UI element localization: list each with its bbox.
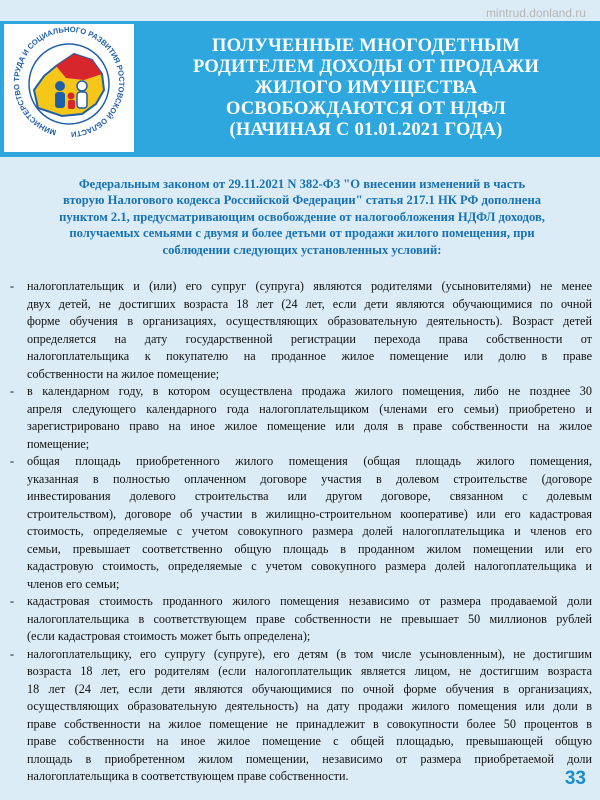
condition-line: кадастровую стоимость, определяемые с учетом совокупного размера долей налогоплательщика и — [27, 559, 592, 573]
intro-line: соблюдении следующих установленных условий: — [162, 242, 442, 257]
condition-item-purchase-deadline — [10, 383, 592, 453]
condition-line: зарегистрировано право на иное жилое помещение или доля в праве собственности на жилое — [27, 419, 592, 433]
condition-line: в календарном году, в котором осуществлена продажа жилого помещения, либо не позднее 30 — [27, 384, 592, 398]
condition-line: форме обучения в организациях, осуществляющих образовательную деятельность). Возраст детей — [27, 314, 592, 328]
condition-line: двух детей, не достигших возраста 18 лет (24 лет, если дети являются обучающимися по очной — [27, 296, 592, 311]
condition-line: кадастровая стоимость проданного жилого помещения независимо от размера продаваемой доли — [27, 594, 592, 608]
intro-line: пунктом 2.1, предусматривающим освобождение от налогообложения НДФЛ доходов, — [59, 209, 545, 224]
title-line: ПОЛУЧЕННЫЕ МНОГОДЕТНЫМ — [212, 36, 520, 56]
intro-line: Федеральным законом от 29.11.2021 N 382-ФЗ "О внесении изменений в часть — [78, 177, 526, 191]
bullet-dash: - — [10, 384, 15, 398]
svg-text:МИНИСТЕРСТВО ТРУДА И СОЦИАЛЬНО: МИНИСТЕРСТВО ТРУДА И СОЦИАЛЬНОГО РАЗВИТИЯ РОСТОВСКОЙ ОБЛАСТИ — [12, 24, 127, 140]
title-line: (НАЧИНАЯ С 01.01.2021 ГОДА) — [229, 120, 503, 140]
condition-line: налогоплательщик и (или) его супруг (супруга) являются родителями (усыновителями) не менее — [27, 279, 592, 293]
condition-item-cadastral-value — [10, 593, 592, 646]
condition-line: членов его семьи; — [27, 576, 120, 591]
condition-line: (если кадастровая стоимость может быть определена); — [27, 629, 311, 643]
condition-line: осуществляющих образовательную деятельность) на дату продажи жилого помещения или доли в — [27, 699, 592, 713]
condition-line: определяется на дату государственной регистрации перехода права собственности от — [27, 331, 592, 346]
condition-line: семьи, превышает соответственно общую площадь в проданном жилом помещении или его — [27, 541, 592, 556]
condition-line: инвестирования долевого строительства или другом договоре, связанном с долевым — [27, 489, 592, 503]
condition-line: помещение; — [27, 436, 90, 451]
intro-paragraph — [22, 176, 582, 258]
condition-item-ownership — [10, 646, 592, 786]
condition-line: налогоплательщику, его супругу (супруге), его детям (в том числе усыновленным), не достигшим — [27, 646, 592, 661]
bullet-dash: - — [10, 454, 15, 468]
condition-line: налогоплательщика в соответствующем праве собственности. — [27, 769, 349, 783]
site-url: mintrud.donland.ru — [485, 6, 586, 20]
condition-line: стоимость, определяемые с учетом совокупного размера долей налогоплательщика и членов его — [27, 524, 592, 538]
conditions-list — [10, 278, 592, 786]
condition-line: общая площадь приобретенного жилого помещения (общая площадь жилого помещения, — [27, 454, 592, 468]
condition-line: праве собственности на жилое помещение не принадлежит в совокупности более 50 процентов в — [27, 716, 592, 731]
title-line: РОДИТЕЛЕМ ДОХОДЫ ОТ ПРОДАЖИ — [192, 57, 540, 77]
ministry-logo — [4, 24, 134, 152]
bullet-dash: - — [10, 279, 15, 293]
condition-item-area — [10, 453, 592, 593]
condition-line: 18 лет (24 лет, если дети являются обучающимися по очной форме обучения в организациях, — [27, 681, 592, 696]
condition-line: площадь в приобретенном жилом помещении, независимо от размера приобретаемой доли — [27, 751, 592, 766]
condition-line: праве собственности на иное жилое помещение с общей площадью, превышающей общую — [27, 734, 592, 748]
condition-line: налогоплательщика к покупателю на проданное жилое помещение или долю в праве — [27, 349, 592, 363]
title-line: ЖИЛОГО ИМУЩЕСТВА — [254, 78, 478, 98]
intro-line: вторую Налогового кодекса Российской Федерации" статья 217.1 НК РФ дополнена — [62, 193, 542, 208]
condition-line: собственности на жилое помещение; — [27, 366, 220, 381]
condition-item-parents — [10, 278, 592, 383]
bullet-dash: - — [10, 646, 15, 661]
intro-line: получаемых семьями с двумя и более детьми от продажи жилого помещения, при — [69, 226, 535, 241]
condition-line: указанная в полностью оплаченном договоре участия в долевом строительстве (договоре — [27, 471, 592, 486]
page-number: 33 — [564, 768, 586, 789]
condition-line: апреля следующего календарного года налогоплательщиком (членами его семьи) приобретено и — [27, 401, 592, 416]
page-title — [140, 36, 592, 141]
condition-line: строительством), договоре об участии в жилищно-строительном кооперативе) или его кадастровая — [27, 506, 592, 521]
title-line: ОСВОБОЖДАЮТСЯ ОТ НДФЛ — [226, 99, 506, 119]
condition-line: возраста 18 лет, его родителям (если налогоплательщик является лицом, не достигшим возраста — [27, 664, 592, 678]
condition-line: налогоплательщика в соответствующем праве собственности не превышает 50 миллионов рублей — [27, 611, 592, 626]
bullet-dash: - — [10, 594, 15, 608]
